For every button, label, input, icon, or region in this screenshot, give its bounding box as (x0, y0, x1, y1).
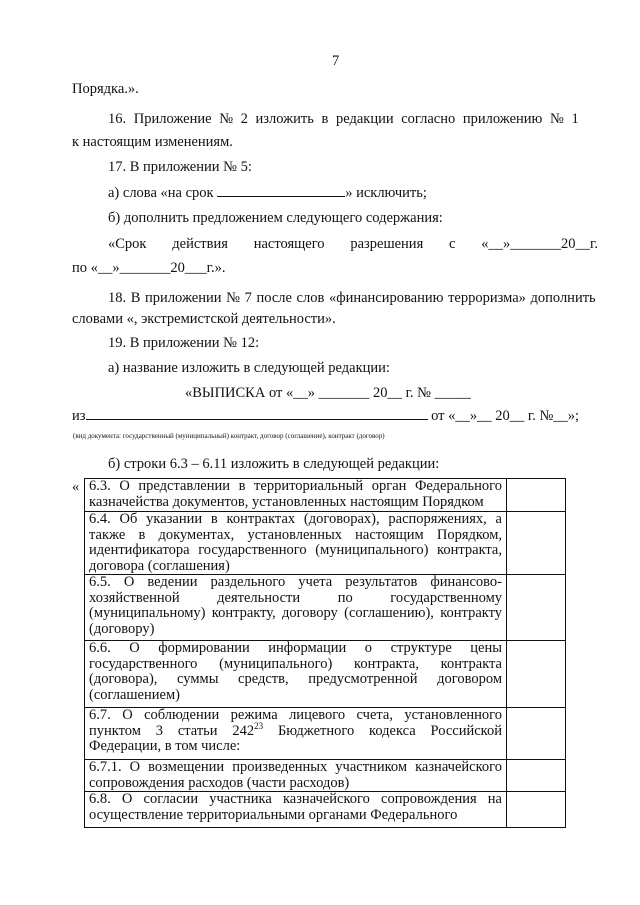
word: действия (172, 236, 228, 252)
text-span: из (72, 408, 86, 424)
paragraph-17: 17. В приложении № 5: (108, 159, 252, 175)
text-line: Порядка.». (72, 81, 139, 97)
table-cell-text: 6.8. О согласии участника казначейского сопровождения на осуществление территориальными органами Федерального (85, 792, 507, 828)
table-cell-text: 6.7.1. О возмещении произведенных участником казначейского сопровождения расходов (части расходов) (85, 760, 507, 792)
table-cell-text: 6.4. Об указании в контрактах (договорах), распоряжениях, а также в документах, установленных настоящим Порядком, идентификатора государственного (муниципального) контракта, договора (соглашения) (85, 512, 507, 575)
blank-line (86, 407, 428, 420)
text-line: к настоящим изменениям. (72, 134, 233, 150)
word: с (449, 236, 456, 252)
table-cell-text: 6.5. О ведении раздельного учета результатов финансово-хозяйственной деятельности по государственному (муниципальному) контракту, договору (соглашению), контракту (договору) (85, 575, 507, 641)
table-row (85, 708, 566, 760)
paragraph-19: 19. В приложении № 12: (108, 335, 260, 351)
text-span: Бюджетного кодекса Российской Федерации, в том числе: (89, 722, 502, 754)
paragraph-18: 18. В приложении № 7 после слов «финансированию терроризма» дополнить (108, 290, 596, 306)
text-line: по «__»_______20___г.». (72, 260, 226, 276)
table-cell-text: 6.6. О формировании информации о структуре цены государственного (муниципального) контракта, контракта (договора), суммы средств, предусмотренной договором (соглашением) (85, 641, 507, 708)
open-quote: « (72, 479, 80, 495)
paragraph-17b: б) дополнить предложением следующего содержания: (108, 210, 443, 226)
text-span: от «__»__ 20__ г. №__»; (431, 408, 580, 424)
table-row (85, 792, 566, 828)
iz-line (72, 407, 579, 425)
paragraph-17a (108, 184, 427, 202)
text-line: словами «, экстремистской деятельности». (72, 311, 336, 327)
table-cell-empty (507, 760, 566, 792)
paragraph-19a: а) название изложить в следующей редакции: (108, 360, 390, 376)
word: разрешения (350, 236, 424, 252)
table-cell-empty (507, 708, 566, 760)
word: «__»_______20__г. (481, 236, 598, 252)
table-cell-empty (507, 575, 566, 641)
table-row (85, 479, 566, 512)
table-row (85, 512, 566, 575)
vypiska-title: «ВЫПИСКА от «__» _______ 20__ г. № _____ (185, 385, 471, 401)
word: «Срок (108, 236, 147, 252)
table-cell-empty (507, 792, 566, 828)
table-cell-text (85, 708, 507, 760)
table-cell-empty (507, 479, 566, 512)
table-cell-text: 6.3. О представлении в территориальный орган Федерального казначейства документов, установленных настоящим Порядком (85, 479, 507, 512)
paragraph-16 (108, 110, 600, 128)
text-line: 16. Приложение № 2 изложить в редакции согласно приложению № 1 (108, 111, 579, 127)
superscript: 23 (254, 720, 264, 731)
table-row (85, 641, 566, 708)
table-row (85, 575, 566, 641)
table-row (85, 760, 566, 792)
quote-line (108, 235, 598, 253)
word: настоящего (253, 236, 325, 252)
table-cell-empty (507, 512, 566, 575)
blank-line (217, 184, 345, 197)
table-cell-empty (507, 641, 566, 708)
text-span: » исключить; (345, 185, 427, 201)
conditions-table (84, 478, 566, 828)
page-number: 7 (332, 53, 340, 69)
text-span: а) слова «на срок (108, 185, 214, 201)
text-span: 6.7. О соблюдении режима лицевого счета, установленного пунктом 3 статьи 242 (89, 707, 502, 739)
paragraph-19b: б) строки 6.3 – 6.11 изложить в следующей редакции: (108, 456, 440, 472)
document-type-caption: (вид документа: государственный (муниципальный) контракт, договор (соглашение), контракт (договор) (73, 432, 385, 440)
